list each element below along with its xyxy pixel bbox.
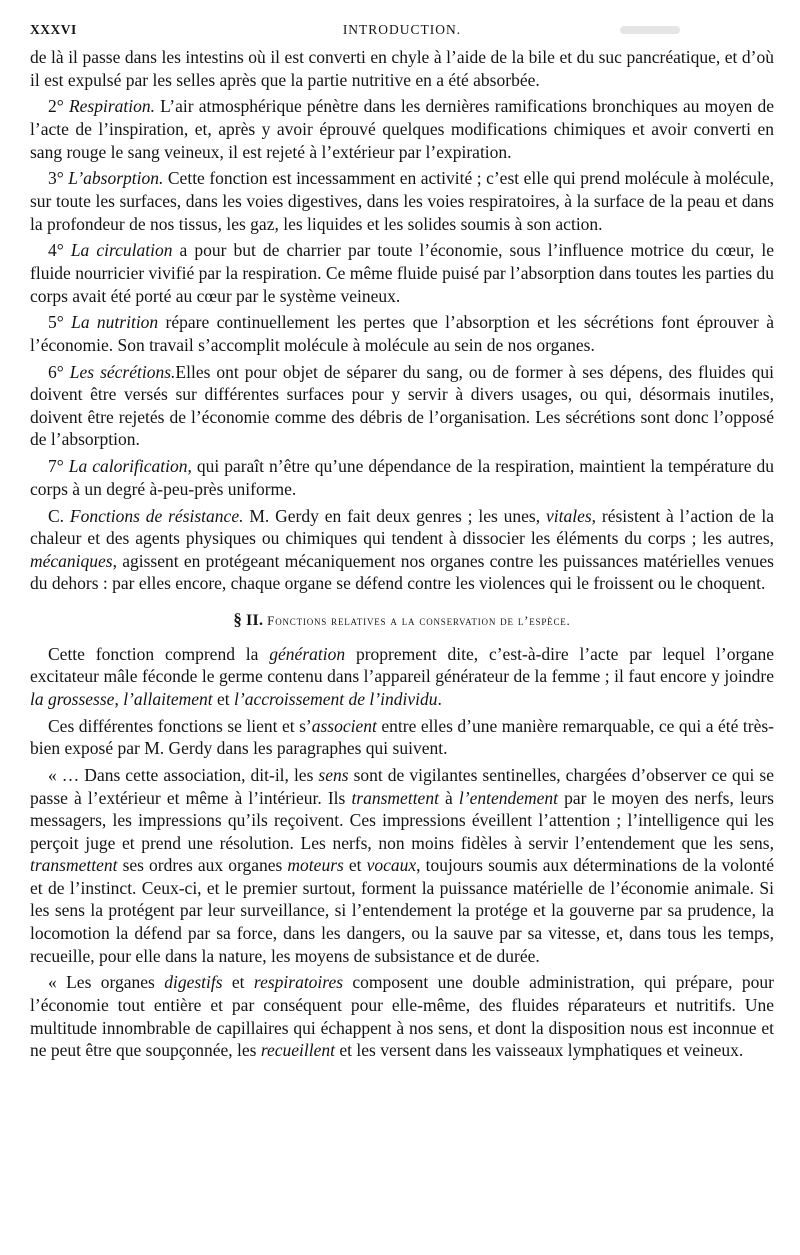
paragraph-generation: Cette fonction comprend la génération proprement dite, c’est-à-dire l’acte par lequel l’organe excitateur mâle féconde le germe contenu dans l’appareil générateur de la femme ; il faut encore y joindre la grossesse, l’allaitement et l’accroissement de l’individu. bbox=[30, 643, 774, 709]
paragraph-quote-organs: « Les organes digestifs et respiratoires composent une double administration, qui prépare, pour l’économie tout entière et par conséquent pour elle-même, des fluides réparateurs et nutritifs. Une multitude innombrable de capillaires qui échappent à nos sens, et dont la disposition nous est inconnue et ne peut être que soupçonnée, les recueillent et les versent dans les vaisseaux lymphatiques et veineux. bbox=[30, 972, 774, 1061]
page-number: XXXVI bbox=[30, 22, 77, 37]
section-title: Fonctions relatives a la conservation de l’espèce. bbox=[267, 612, 571, 628]
print-smudge bbox=[620, 26, 680, 34]
term-nutrition: La nutrition bbox=[71, 312, 159, 333]
page-body bbox=[30, 46, 774, 1062]
paragraph-association-intro: Ces différentes fonctions se lient et s’associent entre elles d’une manière remarquable, ce qui a été très-bien exposé par M. Gerdy dans les paragraphes qui suivent. bbox=[30, 715, 774, 759]
paragraph-resistance: C. Fonctions de résistance. M. Gerdy en fait deux genres ; les unes, vitales, résistent à l’action de la chaleur et des agents physiques ou chimiques qui tendent à dissocier les éléments du corps ; les autres, mécaniques, agissent en protégeant mécaniquement nos organes contre les puissances matérielles venues du dehors : par elles encore, chaque organe se défend contre les violences qui le froissent ou le choquent. bbox=[30, 505, 774, 594]
running-title: INTRODUCTION. bbox=[342, 22, 462, 37]
term-secretions: Les sécrétions. bbox=[69, 361, 176, 382]
term-respiration: Respiration. bbox=[68, 96, 155, 117]
term-absorption: L’absorption. bbox=[68, 168, 164, 189]
book-page bbox=[30, 22, 774, 1066]
paragraph-nutrition: 5° La nutrition répare continuellement les pertes que l’absorption et les sécrétions font éprouver à l’économie. Son travail s’accomplit molécule à molécule au sein de nos organes. bbox=[30, 312, 774, 355]
paragraph-secretions: 6° Les sécrétions.Elles ont pour objet de séparer du sang, ou de former à ses dépens, des fluides qui doivent être versés sur différentes surfaces pour y servir à divers usages, ou qui, désormais inutiles, doivent être rejetés de l’économie comme des débris de l’organisation. Les sécrétions sont donc l’opposé de l’absorption. bbox=[30, 361, 775, 450]
paragraph-calorification: 7° La calorification, qui paraît n’être qu’une dépendance de la respiration, maintient la température du corps à un degré à-peu-près uniforme. bbox=[30, 456, 775, 499]
paragraph-quote-senses: « … Dans cette association, dit-il, les sens sont de vigilantes sentinelles, chargées d’observer ce qui se passe à l’extérieur et même à l’intérieur. Ils transmettent à l’entendement par le moyen des nerfs, leurs messagers, les impressions qu’ils reçoivent. Ces impressions éveillent l’attention ; l’intelligence qui les perçoit juge et prend une résolution. Les nerfs, non moins fidèles à servir l’entendement que les sens, transmettent ses ordres aux organes moteurs et vocaux, toujours soumis aux déterminations de la volonté et de l’instinct. Ceux-ci, et le premier surtout, forment la puissance matérielle de l’économie animale. Si les sens la protégent par leur surveillance, si l’entendement la protége et la gouverne par sa prudence, la locomotion la défend par sa force, dans les dangers, ou la sauve par sa vitesse, et, dans tous les temps, recueille, pour elle dans la nature, les moyens de subsistance et de durée. bbox=[30, 764, 774, 966]
section-number: II. bbox=[246, 611, 264, 629]
section-heading bbox=[30, 609, 774, 634]
paragraph-absorption: 3° L’absorption. Cette fonction est incessamment en activité ; c’est elle qui prend molécule à molécule, sur toute les surfaces, dans les voies digestives, dans les voies respiratoires, à la surface de la peau et dans la profondeur de nos tissus, les gaz, les liquides et les solides soumis à son action. bbox=[30, 168, 774, 234]
paragraph-circulation: 4° La circulation a pour but de charrier par toute l’économie, sous l’influence motrice du cœur, le fluide nourricier vivifié par la respiration. Ce même fluide puisé par l’absorption dans toutes les parties du corps avait été porté au cœur par le système veineux. bbox=[30, 240, 775, 306]
term-calorification: La calorification, bbox=[68, 456, 192, 477]
section-sign: § bbox=[233, 609, 243, 629]
term-circulation: La circulation bbox=[70, 240, 173, 261]
paragraph-digestion-end: de là il passe dans les intestins où il est converti en chyle à l’aide de la bile et du suc pancréatique, et d’où il est expulsé par les selles après que la partie nutritive en a été absorbée. bbox=[30, 47, 774, 90]
paragraph-respiration: 2° Respiration. L’air atmosphérique pénètre dans les dernières ramifications bronchiques au moyen de l’acte de l’inspiration, et, après y avoir éprouvé quelques modifications chimiques et avoir converti en sang rouge le sang veineux, il est rejeté à l’extérieur par l’expiration. bbox=[30, 96, 775, 162]
term-resistance: Fonctions de résistance. bbox=[69, 505, 244, 526]
